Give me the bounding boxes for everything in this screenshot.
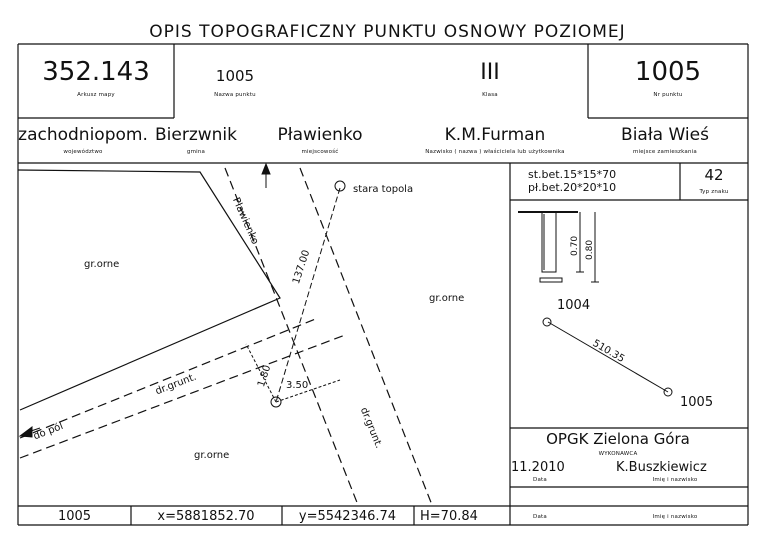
field-label-1: gr.orne xyxy=(84,259,120,270)
dirt-road-label-1: dr.grunt. xyxy=(154,371,199,398)
mark-spec-1: st.bet.15*15*70 xyxy=(528,168,617,181)
province-label: województwo xyxy=(63,149,103,155)
distance-b-label: 3.50 xyxy=(286,380,309,391)
owner-label: Nazwisko ( nazwa ) właściciela lub użytkownika xyxy=(425,149,565,155)
ref-distance: 510.35 xyxy=(590,338,627,366)
commune-label: gmina xyxy=(186,149,206,155)
commune-value: Bierzwnik xyxy=(154,125,237,145)
point-number-value: 1005 xyxy=(634,57,702,87)
point-name-value: 1005 xyxy=(215,67,255,85)
mark-dim-2: 0.80 xyxy=(585,239,595,260)
footer-point: 1005 xyxy=(57,509,92,524)
contractor-person-label: Imię i nazwisko xyxy=(652,477,698,483)
document-title: OPIS TOPOGRAFICZNY PUNKTU OSNOWY POZIOMEJ xyxy=(149,22,626,42)
mark-dim-1: 0.70 xyxy=(570,235,580,256)
point-name-label: Nazwa punktu xyxy=(214,92,256,98)
class-value: III xyxy=(480,60,500,85)
footer-x: x=5881852.70 xyxy=(157,509,255,524)
footer-y: y=5542346.74 xyxy=(298,509,397,524)
footer-person-label: Imię i nazwisko xyxy=(652,514,698,520)
contractor-date-label: Data xyxy=(533,477,547,483)
contractor-name: OPGK Zielona Góra xyxy=(546,430,690,448)
mark-type-value: 42 xyxy=(704,166,724,184)
ref-point-to: 1005 xyxy=(680,395,714,410)
field-label-3: gr.orne xyxy=(194,450,230,461)
mark-spec-2: pł.bet.20*20*10 xyxy=(528,181,617,194)
point-number-label: Nr punktu xyxy=(653,92,683,98)
dirt-road-label-2: dr.grunt. xyxy=(357,406,385,450)
tree-label: stara topola xyxy=(353,184,414,195)
ref-point-from: 1004 xyxy=(557,298,591,313)
footer-h: H=70.84 xyxy=(420,509,478,524)
tree-distance-label: 137.00 xyxy=(291,248,313,286)
residence-label: miejsce zamieszkania xyxy=(633,149,697,155)
locality-value: Pławienko xyxy=(277,125,363,145)
contractor-date: 11.2010 xyxy=(511,460,565,475)
province-value: zachodniopom. xyxy=(18,125,148,145)
contractor-label: WYKONAWCA xyxy=(598,451,638,457)
field-label-2: gr.orne xyxy=(429,293,465,304)
to-fields-label: do pól xyxy=(32,420,65,443)
distance-a-label: 1.80 xyxy=(256,363,274,389)
locality-label: miejscowość xyxy=(301,149,339,155)
owner-value: K.M.Furman xyxy=(444,125,546,145)
road-name-label: Pławienko xyxy=(229,196,261,247)
map-sheet-label: Arkusz mapy xyxy=(77,92,115,98)
residence-value: Biała Wieś xyxy=(621,125,709,145)
class-label: Klasa xyxy=(482,92,498,98)
map-sheet-value: 352.143 xyxy=(42,57,150,87)
contractor-person: K.Buszkiewicz xyxy=(616,460,707,475)
mark-type-label: Typ znaku xyxy=(699,189,729,195)
footer-date-label: Data xyxy=(533,514,547,520)
